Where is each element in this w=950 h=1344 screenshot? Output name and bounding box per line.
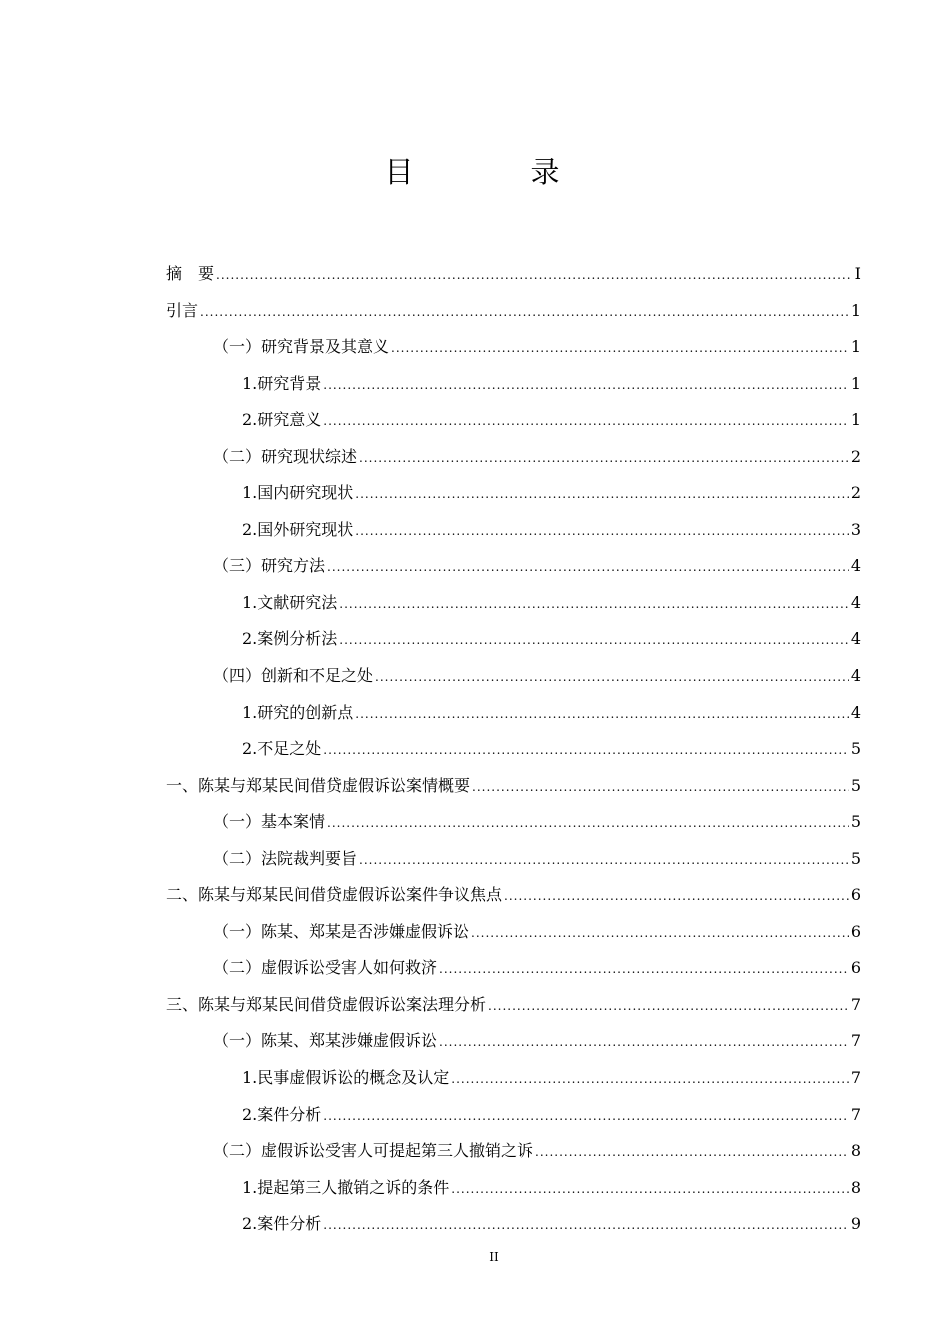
toc-dot-leader bbox=[355, 696, 849, 733]
toc-entry[interactable] bbox=[166, 329, 861, 366]
toc-entry-title: 民事虚假诉讼的概念及认定 bbox=[257, 1068, 450, 1088]
toc-entry-number: 一、 bbox=[166, 775, 199, 795]
toc-dot-leader bbox=[471, 915, 849, 952]
toc-entry-number: 1. bbox=[242, 702, 258, 722]
toc-entry-title: 陈某与郑某民间借贷虚假诉讼案法理分析 bbox=[198, 994, 487, 1014]
toc-entry[interactable] bbox=[166, 804, 861, 841]
toc-entry-number: （二） bbox=[213, 446, 262, 466]
toc-entry-page-number: 4 bbox=[850, 629, 861, 649]
toc-entry[interactable] bbox=[166, 914, 861, 951]
toc-entry-number: 1. bbox=[242, 592, 258, 612]
toc-entry-number: （一） bbox=[213, 337, 262, 357]
toc-entry-title: 虚假诉讼受害人如何救济 bbox=[261, 958, 438, 978]
toc-entry-title: 研究的创新点 bbox=[257, 702, 354, 722]
toc-dot-leader bbox=[327, 805, 849, 842]
toc-entry-number: 二、 bbox=[166, 885, 199, 905]
toc-entry-title: 案件分析 bbox=[257, 1214, 322, 1234]
toc-entry-number: 2. bbox=[242, 1104, 258, 1124]
toc-entry-number: 2. bbox=[242, 519, 258, 539]
toc-entry-number: 2. bbox=[242, 739, 258, 759]
toc-entry-number: （二） bbox=[213, 958, 262, 978]
toc-dot-leader bbox=[323, 732, 849, 769]
toc-entry-number: （三） bbox=[213, 556, 262, 576]
toc-entry[interactable] bbox=[166, 366, 861, 403]
toc-dot-leader bbox=[200, 294, 849, 331]
toc-dot-leader bbox=[339, 622, 849, 659]
toc-entry[interactable] bbox=[166, 1023, 861, 1060]
toc-entry-title: 案例分析法 bbox=[257, 629, 338, 649]
toc-dot-leader bbox=[339, 586, 849, 623]
toc-dot-leader bbox=[488, 988, 849, 1025]
toc-entry[interactable] bbox=[166, 1133, 861, 1170]
toc-dot-leader bbox=[323, 1098, 849, 1135]
toc-entry-page-number: 5 bbox=[850, 775, 861, 795]
toc-entry-page-number: 7 bbox=[850, 1104, 861, 1124]
toc-entry-number: 2. bbox=[242, 629, 258, 649]
toc-entry-title: 虚假诉讼受害人可提起第三人撤销之诉 bbox=[261, 1141, 534, 1161]
toc-dot-leader bbox=[504, 878, 849, 915]
toc-entry-page-number: 9 bbox=[850, 1214, 861, 1234]
toc-entry[interactable] bbox=[166, 439, 861, 476]
toc-entry-title: 研究方法 bbox=[261, 556, 326, 576]
toc-entry-page-number: 7 bbox=[850, 1068, 861, 1088]
toc-dot-leader bbox=[323, 367, 849, 404]
toc-entry-page-number: 4 bbox=[850, 592, 861, 612]
toc-dot-leader bbox=[323, 1207, 849, 1244]
toc-entry-title: 案件分析 bbox=[257, 1104, 322, 1124]
toc-dot-leader bbox=[439, 1024, 849, 1061]
toc-entry-title: 陈某、郑某涉嫌虚假诉讼 bbox=[261, 1031, 438, 1051]
toc-entry[interactable] bbox=[166, 695, 861, 732]
toc-entry[interactable] bbox=[166, 548, 861, 585]
toc-entry-number: 1. bbox=[242, 1177, 258, 1197]
toc-dot-leader bbox=[216, 257, 851, 294]
toc-entry-page-number: 4 bbox=[850, 556, 861, 576]
toc-entry[interactable] bbox=[166, 877, 861, 914]
toc-entry-page-number: 5 bbox=[850, 739, 861, 759]
toc-entry-title: 研究现状综述 bbox=[261, 446, 358, 466]
toc-dot-leader bbox=[375, 659, 849, 696]
toc-dot-leader bbox=[359, 440, 849, 477]
toc-entry-page-number: 3 bbox=[850, 519, 861, 539]
toc-entry-title: 陈某与郑某民间借贷虚假诉讼案件争议焦点 bbox=[198, 885, 503, 905]
toc-entry[interactable] bbox=[166, 1060, 861, 1097]
toc-entry-page-number: 2 bbox=[850, 483, 861, 503]
toc-entry-title: 陈某、郑某是否涉嫌虚假诉讼 bbox=[261, 921, 470, 941]
toc-dot-leader bbox=[451, 1061, 849, 1098]
toc-entry-page-number: 1 bbox=[850, 373, 861, 393]
toc-entry-number: （一） bbox=[213, 921, 262, 941]
toc-entry-page-number: 4 bbox=[850, 702, 861, 722]
toc-entry-page-number: 1 bbox=[850, 410, 861, 430]
toc-dot-leader bbox=[439, 951, 849, 988]
toc-entry-page-number: 8 bbox=[850, 1141, 861, 1161]
toc-entry-title: 不足之处 bbox=[257, 739, 322, 759]
toc-entry-title: 研究背景 bbox=[257, 373, 322, 393]
toc-entry-title: 提起第三人撤销之诉的条件 bbox=[257, 1177, 450, 1197]
toc-entry-number: 1. bbox=[242, 483, 258, 503]
toc-dot-leader bbox=[472, 769, 849, 806]
toc-entry[interactable] bbox=[166, 950, 861, 987]
toc-entry-page-number: 1 bbox=[850, 300, 861, 320]
toc-entry-number: （一） bbox=[213, 1031, 262, 1051]
toc-entry[interactable] bbox=[166, 1206, 861, 1243]
toc-dot-leader bbox=[323, 403, 849, 440]
toc-entry-page-number: 1 bbox=[850, 337, 861, 357]
toc-dot-leader bbox=[451, 1171, 849, 1208]
toc-entry-title: 国内研究现状 bbox=[257, 483, 354, 503]
toc-entry[interactable] bbox=[166, 1170, 861, 1207]
toc-dot-leader bbox=[355, 476, 849, 513]
toc-entry[interactable] bbox=[166, 731, 861, 768]
toc-entry-title: 引言 bbox=[166, 300, 199, 320]
toc-entry-page-number: 5 bbox=[850, 812, 861, 832]
table-of-contents bbox=[166, 256, 861, 1243]
toc-entry-title: 研究意义 bbox=[257, 410, 322, 430]
toc-entry[interactable] bbox=[166, 768, 861, 805]
toc-entry[interactable] bbox=[166, 293, 861, 330]
toc-entry[interactable] bbox=[166, 841, 861, 878]
toc-entry-number: 三、 bbox=[166, 994, 199, 1014]
toc-entry-page-number: 7 bbox=[850, 994, 861, 1014]
toc-entry-page-number: 6 bbox=[850, 885, 861, 905]
toc-entry[interactable] bbox=[166, 987, 861, 1024]
toc-entry-title: 研究背景及其意义 bbox=[261, 337, 390, 357]
toc-entry[interactable] bbox=[166, 585, 861, 622]
toc-entry[interactable] bbox=[166, 402, 861, 439]
toc-entry[interactable] bbox=[166, 658, 861, 695]
toc-entry-title: 陈某与郑某民间借贷虚假诉讼案情概要 bbox=[198, 775, 471, 795]
toc-dot-leader bbox=[359, 842, 849, 879]
toc-dot-leader bbox=[327, 549, 849, 586]
toc-entry-number: （一） bbox=[213, 812, 262, 832]
toc-entry[interactable] bbox=[166, 1097, 861, 1134]
toc-entry-page-number: 6 bbox=[850, 921, 861, 941]
toc-entry-title: 基本案情 bbox=[261, 812, 326, 832]
toc-entry[interactable] bbox=[166, 621, 861, 658]
toc-dot-leader bbox=[391, 330, 849, 367]
toc-entry-title: 创新和不足之处 bbox=[261, 666, 374, 686]
toc-entry-number: （二） bbox=[213, 848, 262, 868]
toc-entry[interactable] bbox=[166, 256, 861, 293]
toc-entry-number: 2. bbox=[242, 410, 258, 430]
toc-entry-number: （四） bbox=[213, 666, 262, 686]
page-number-footer: II bbox=[489, 1250, 499, 1264]
toc-entry-page-number: I bbox=[854, 264, 861, 283]
toc-entry-page-number: 8 bbox=[850, 1177, 861, 1197]
toc-entry-page-number: 2 bbox=[850, 446, 861, 466]
toc-entry-number: 2. bbox=[242, 1214, 258, 1234]
toc-entry[interactable] bbox=[166, 512, 861, 549]
page-title: 目 录 bbox=[384, 155, 604, 189]
toc-entry-title: 法院裁判要旨 bbox=[261, 848, 358, 868]
toc-entry-number: 1. bbox=[242, 373, 258, 393]
toc-entry-page-number: 4 bbox=[850, 666, 861, 686]
toc-entry-title: 摘 要 bbox=[166, 264, 215, 283]
toc-entry-page-number: 5 bbox=[850, 848, 861, 868]
toc-entry-title: 文献研究法 bbox=[257, 592, 338, 612]
toc-entry-title: 国外研究现状 bbox=[257, 519, 354, 539]
toc-entry-number: （二） bbox=[213, 1141, 262, 1161]
toc-dot-leader bbox=[535, 1134, 849, 1171]
toc-entry-page-number: 7 bbox=[850, 1031, 861, 1051]
toc-dot-leader bbox=[355, 513, 849, 550]
toc-entry-page-number: 6 bbox=[850, 958, 861, 978]
toc-entry-number: 1. bbox=[242, 1068, 258, 1088]
toc-entry[interactable] bbox=[166, 475, 861, 512]
